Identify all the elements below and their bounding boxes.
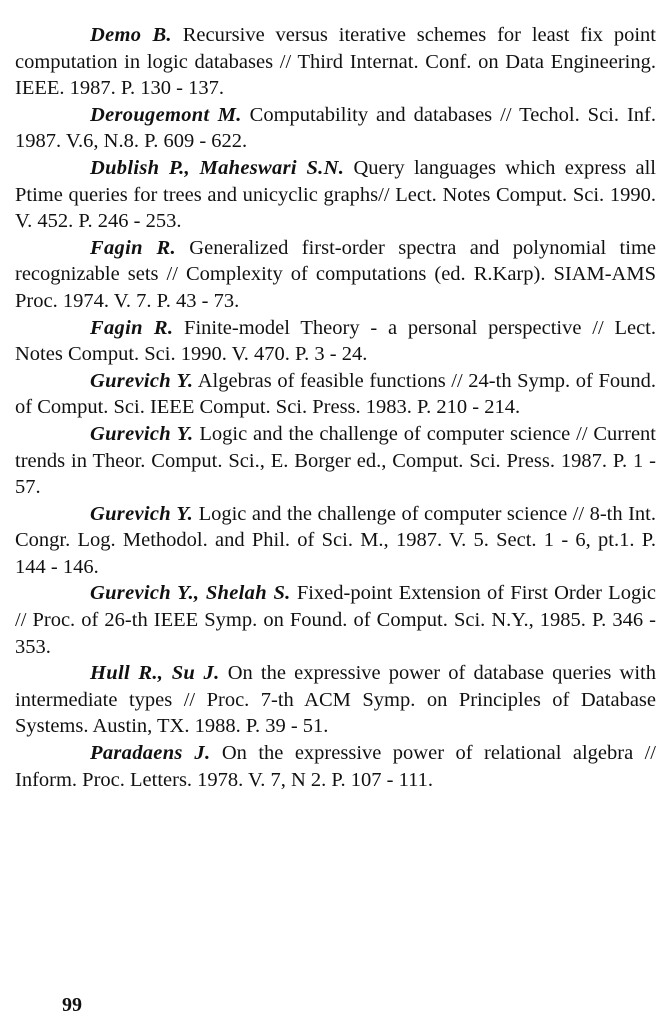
reference-text: Fixed-point Extension of First Order Logic // Proc. of 26-th IEEE Symp. on Found. of Comput. Sci. N.Y., 1985. P. 346 - 353. xyxy=(15,582,656,658)
reference-entry xyxy=(15,155,656,235)
reference-entry xyxy=(15,421,656,501)
reference-text: Logic and the challenge of computer science // Current trends in Theor. Comput. Sci., E. Borger ed., Comput. Sci. Press. 1987. P. 1 - 57. xyxy=(15,422,656,499)
reference-author: Fagin R. xyxy=(90,236,176,259)
reference-entry xyxy=(15,102,656,155)
reference-entry xyxy=(15,22,656,102)
reference-entry xyxy=(15,501,656,581)
reference-author: Derougemont M. xyxy=(90,103,242,126)
reference-text: Computability and databases // Techol. Sci. Inf. 1987. V.6, N.8. P. 609 - 622. xyxy=(15,103,656,153)
reference-text: On the expressive power of database queries with intermediate types // Proc. 7-th ACM Symp. on Principles of Database Systems. Austin, TX. 1988. P. 39 - 51. xyxy=(15,662,656,738)
reference-text: Generalized first-order spectra and polynomial time recognizable sets // Complexity of computations (ed. R.Karp). SIAM-AMS Proc. 1974. V. 7. P. 43 - 73. xyxy=(15,236,656,312)
reference-text: Logic and the challenge of computer science // 8-th Int. Congr. Log. Methodol. and Phil. of Sci. M., 1987. V. 5. Sect. 1 - 6, pt.1. P. 144 - 146. xyxy=(15,502,656,578)
reference-text: On the expressive power of relational algebra // Inform. Proc. Letters. 1978. V. 7, N 2. P. 107 - 111. xyxy=(15,742,657,791)
reference-entry xyxy=(15,235,656,315)
page-number: 99 xyxy=(62,994,82,1016)
reference-entry xyxy=(15,660,656,740)
reference-author: Gurevich Y., Shelah S. xyxy=(90,582,291,605)
reference-entry xyxy=(15,315,656,368)
reference-entry xyxy=(15,580,656,660)
reference-list xyxy=(15,22,656,793)
reference-author: Fagin R. xyxy=(90,316,174,339)
reference-entry xyxy=(15,368,656,421)
reference-text: Recursive versus iterative schemes for least fix point computation in logic databases // Third Internat. Conf. on Data Engineering. IEEE. 1987. P. 130 - 137. xyxy=(15,24,657,100)
reference-author: Gurevich Y. xyxy=(90,502,194,525)
reference-author: Demo B. xyxy=(90,24,172,46)
reference-entry xyxy=(15,740,656,793)
reference-author: Paradaens J. xyxy=(90,742,211,765)
reference-text: Algebras of feasible functions // 24-th Symp. of Found. of Comput. Sci. IEEE Comput. Sci. Press. 1983. P. 210 - 214. xyxy=(15,369,656,419)
reference-text: Query languages which express all Ptime queries for trees and unicyclic graphs// Lect. Notes Comput. Sci. 1990. V. 452. P. 246 - 253. xyxy=(15,156,656,233)
reference-author: Gurevich Y. xyxy=(90,422,194,445)
reference-author: Gurevich Y. xyxy=(90,369,194,392)
reference-author: Dublish P., Maheswari S.N. xyxy=(90,156,345,179)
reference-author: Hull R., Su J. xyxy=(90,662,220,685)
reference-text: Finite-model Theory - a personal perspective // Lect. Notes Comput. Sci. 1990. V. 470. P. 3 - 24. xyxy=(15,316,656,366)
